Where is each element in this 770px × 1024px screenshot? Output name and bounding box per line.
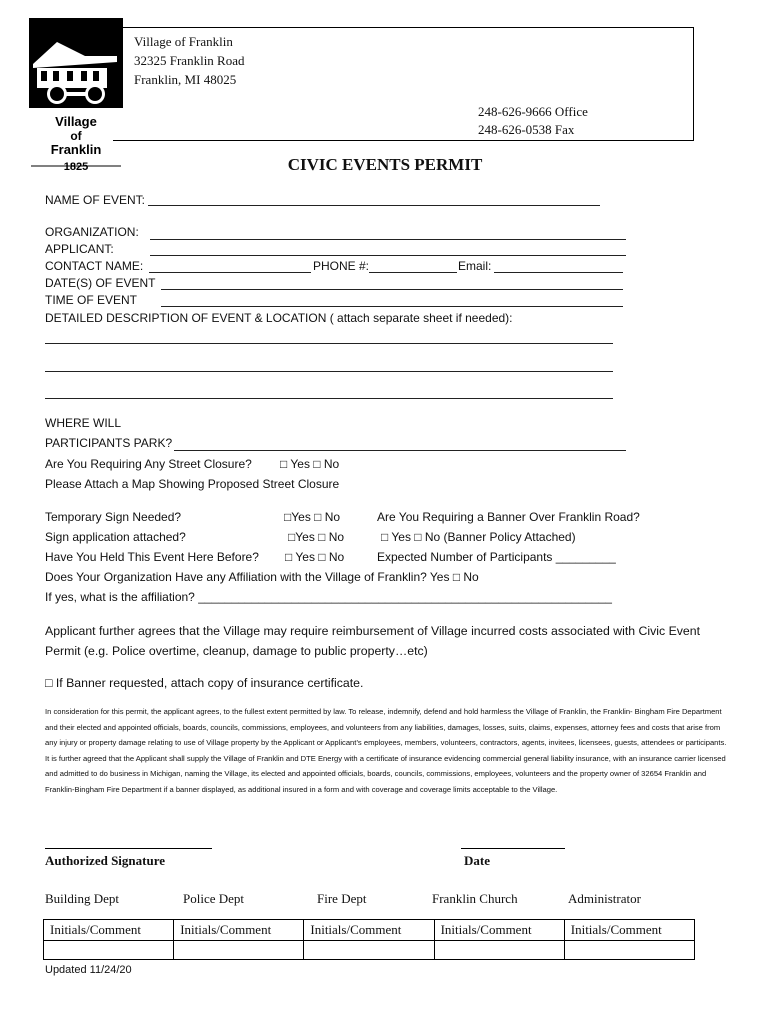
name-of-event-label: NAME OF EVENT:	[45, 193, 146, 207]
legal-disclaimer: In consideration for this permit, the applicant agrees, to the fullest extent permitted by law. To release, indemnify, defend and hold harmless the Village of Franklin, the Franklin- Bingham Fire Department and their elected and appointed officials, boards, councils, commissions, employees, and volunteers from any liabilities, damages, losses, suits, claims, expenses, attorney fees and costs that arise from any injury or property damage relating to use of Village property by the Applicant or Applicant’s employees, members, volunteers, contractors, agents, invitees, licensees, guests, attendees or participants. It is further agreed that the Applicant shall supply the Village of Franklin and DTE Energy with a certificate of insurance evidencing commercial general liability insurance, with an insurance carrier licensed and admitted to do business in Michigan, naming the Village, its elected and appointed officials, boards, councils, commissions, employees, volunteers and the property owner of 32654 Franklin and Franklin-Bingham Fire Department if a banner displayed, as additional insured in a form and with coverage and coverage limits acceptable to the Village.	[45, 707, 727, 794]
initials-cell-building[interactable]: Initials/Comment	[44, 920, 174, 941]
dates-field[interactable]	[161, 289, 623, 290]
comment-cell-administrator[interactable]	[564, 941, 694, 960]
table-row	[44, 920, 695, 941]
dept-building: Building Dept	[45, 891, 120, 906]
dept-church: Franklin Church	[432, 891, 518, 906]
description-line-2[interactable]	[45, 371, 613, 372]
temp-sign-checkboxes[interactable]: □Yes □ No	[284, 510, 341, 524]
applicant-label: APPLICANT:	[45, 242, 114, 256]
initials-table	[43, 919, 695, 960]
comment-cell-fire[interactable]	[304, 941, 434, 960]
svg-text:Franklin: Franklin	[50, 142, 102, 157]
description-line-3[interactable]	[45, 398, 613, 399]
signature-label: Authorized Signature	[45, 853, 166, 868]
sign-attached-checkboxes[interactable]: □Yes □ No	[288, 530, 345, 544]
parking-label-line2: PARTICIPANTS PARK?	[45, 436, 173, 450]
table-row	[44, 941, 695, 960]
date-label: Date	[464, 853, 490, 868]
dates-label: DATE(S) OF EVENT	[45, 276, 156, 290]
street-closure-checkboxes[interactable]: □ Yes □ No	[280, 457, 340, 471]
page-title: CIVIC EVENTS PERMIT	[287, 155, 483, 174]
village-name: Village of Franklin	[134, 34, 233, 49]
reimbursement-paragraph: Applicant further agrees that the Village may require reimbursement of Village incurred costs associated with Civic Event Permit (e.g. Police overtime, cleanup, damage to public property…etc)	[45, 624, 701, 658]
fax-number: 248-626-0538 Fax	[478, 122, 575, 137]
phone-field[interactable]	[369, 272, 457, 273]
initials-cell-fire[interactable]: Initials/Comment	[304, 920, 434, 941]
dept-police: Police Dept	[183, 891, 245, 906]
svg-text:1825: 1825	[63, 161, 89, 173]
description-line-1[interactable]	[45, 343, 613, 344]
affiliation-field[interactable]: If yes, what is the affiliation? ______________________________________________________________	[45, 590, 612, 604]
organization-field[interactable]	[150, 239, 626, 240]
temp-sign-question: Temporary Sign Needed?	[45, 510, 182, 524]
held-before-question: Have You Held This Event Here Before?	[45, 550, 259, 564]
organization-label: ORGANIZATION:	[45, 225, 139, 239]
contact-name-label: CONTACT NAME:	[45, 259, 144, 273]
street-address: 32325 Franklin Road	[134, 53, 245, 68]
signature-line[interactable]	[45, 848, 212, 849]
svg-text:Village: Village	[55, 114, 97, 129]
time-field[interactable]	[161, 306, 623, 307]
parking-field[interactable]	[174, 450, 626, 451]
street-closure-question: Are You Requiring Any Street Closure?	[45, 457, 252, 471]
name-of-event-field[interactable]	[148, 205, 600, 206]
updated-date: Updated 11/24/20	[45, 964, 132, 976]
comment-cell-church[interactable]	[434, 941, 564, 960]
held-before-checkboxes[interactable]: □ Yes □ No	[285, 550, 345, 564]
comment-cell-building[interactable]	[44, 941, 174, 960]
phone-label: PHONE #:	[313, 259, 370, 273]
participants-field[interactable]: Expected Number of Participants _________	[377, 550, 616, 564]
parking-label-line1: WHERE WILL	[45, 416, 122, 430]
insurance-note[interactable]: □ If Banner requested, attach copy of insurance certificate.	[45, 676, 364, 690]
contact-name-field[interactable]	[149, 272, 311, 273]
comment-cell-police[interactable]	[174, 941, 304, 960]
email-label: Email:	[458, 259, 492, 273]
time-label: TIME OF EVENT	[45, 293, 138, 307]
email-field[interactable]	[494, 272, 623, 273]
attach-map-note: Please Attach a Map Showing Proposed Street Closure	[45, 477, 340, 491]
applicant-field[interactable]	[150, 255, 626, 256]
svg-text:of: of	[70, 129, 82, 143]
banner-policy-checkboxes[interactable]: □ Yes □ No (Banner Policy Attached)	[381, 530, 576, 544]
initials-cell-administrator[interactable]: Initials/Comment	[564, 920, 694, 941]
dept-fire: Fire Dept	[317, 891, 367, 906]
affiliation-question[interactable]: Does Your Organization Have any Affiliation with the Village of Franklin? Yes □ No	[45, 570, 479, 584]
date-line[interactable]	[461, 848, 565, 849]
office-phone: 248-626-9666 Office	[478, 104, 588, 119]
village-logo	[27, 16, 125, 174]
city-address: Franklin, MI 48025	[134, 72, 237, 87]
sign-attached-question: Sign application attached?	[45, 530, 186, 544]
initials-cell-church[interactable]: Initials/Comment	[434, 920, 564, 941]
initials-cell-police[interactable]: Initials/Comment	[174, 920, 304, 941]
dept-administrator: Administrator	[568, 891, 641, 906]
description-label: DETAILED DESCRIPTION OF EVENT & LOCATION ( attach separate sheet if needed):	[45, 311, 513, 325]
banner-question: Are You Requiring a Banner Over Franklin Road?	[377, 510, 640, 524]
